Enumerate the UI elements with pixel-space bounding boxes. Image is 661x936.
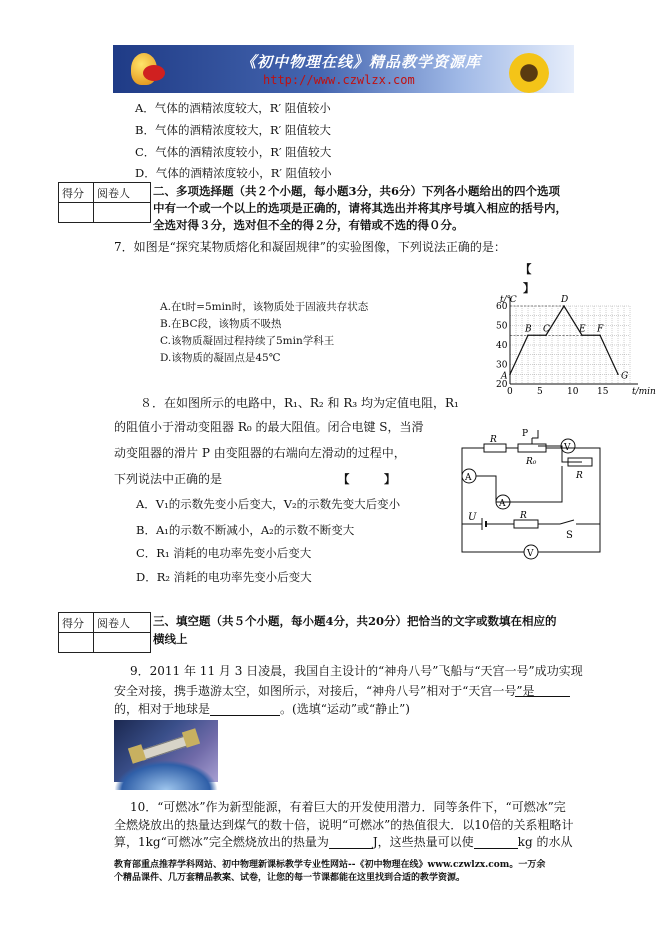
q9-line2: 安全对接，携手遨游太空，如图所示，对接后，“神舟八号”相对于“天宫一号”是 [114,684,535,698]
q6-option-a: A．气体的酒精浓度较大，R′ 阻值较小 [135,101,331,115]
y-axis-label: t/℃ [500,295,517,305]
q8-option-a: A．V₁的示数先变小后变大，V₂的示数先变大后变小 [136,497,401,511]
curve-point-g [617,373,619,375]
wire-mid-right [510,466,562,502]
resistor-r-bottom-label: R [520,511,527,521]
curve-point-label: D [561,295,569,305]
q6-option-d: D．气体的酒精浓度较小，R′ 阻值较小 [135,166,332,180]
curve-point-label: E [579,324,586,335]
q8-stem-line3: 动变阻器的滑片 P 由变阻器的右端向左滑动的过程中， [114,446,406,460]
reviewer-label: 阅卷人 [94,613,151,633]
section3-line1: 三、填空题（共５个小题，每小题4分，共20分）把恰当的文字或数填在相应的 [153,614,557,628]
curve-point-f [599,334,601,336]
q7-option-c: C.该物质凝固过程持续了5min学科王 [160,335,335,347]
wire-top-left [462,448,484,476]
section3-line2: 横线上 [153,632,188,646]
ammeter-left-label: A [465,473,472,483]
x-axis-label: t/min [632,387,656,397]
footer-line1: 教育部重点推荐学科网站、初中物理新课标教学专业性网站--《初中物理在线》www.czwlzx.com。一万余 [114,860,546,870]
score-label: 得分 [59,183,94,203]
reviewer-cell[interactable] [94,633,151,653]
resistor-r-top [484,444,506,452]
section2-line3: 全选对得３分，选对但不全的得２分，有错或不选的得０分。 [153,218,464,232]
q8-bracket: 【 】 [338,472,396,486]
curve-point-label: A [501,371,508,382]
switch-s[interactable] [560,520,574,524]
q7-bracket-left: 【 [520,262,532,276]
reviewer-label: 阅卷人 [94,183,151,203]
footer-line2: 个精品课件、几万套精品教案、试卷，让您的每一节课都能在这里找到合适的教学资源。 [114,873,466,883]
q7-option-b: B.在BC段，该物质不吸热 [160,318,282,330]
q10-blank-2[interactable] [474,836,518,849]
q8-stem-line1: ８．在如图所示的电路中，R₁、R₂ 和 R₃ 均为定值电阻，R₁ [140,396,459,410]
q8-option-c: C．R₁ 消耗的电功率先变小后变大 [136,546,312,560]
q10-line3-part-b: J，这些热量可以使 [372,835,474,849]
curve-point-a [509,373,511,375]
score-label: 得分 [59,613,94,633]
rheostat-r0-label: R₀ [526,457,537,467]
source-u-label: U [468,512,477,523]
y-tick-label: 60 [496,302,508,312]
q10-line3 [114,835,572,849]
x-tick-label: 15 [597,387,609,397]
q7-stem: 7．如图是“探究某物质熔化和凝固规律”的实验图像，下列说法正确的是： [114,240,506,254]
curve-point-b [527,334,529,336]
x-tick-label: 5 [537,387,543,397]
sunflower-icon [509,53,549,93]
resistor-r-top-label: R [490,435,497,445]
reviewer-cell[interactable] [94,203,151,223]
earth-horizon-icon [114,760,218,790]
score-cell[interactable] [59,633,94,653]
curve-point-label: C [543,324,550,335]
curve-point-label: G [621,371,629,382]
wire-mid [476,476,512,502]
q9-line3-part-a: 的，相对于地球是 [114,702,211,716]
q9-line1: 9．2011 年 11 月 3 日凌晨，我国自主设计的“神舟八号”飞船与“天宫一号”成功实现 [130,664,583,678]
section2-line1: 二、多项选择题（共２个小题，每小题3分，共6分）下列各小题给出的四个选项 [153,184,560,198]
q10-line3-part-a: 算，1kg“可燃冰”完全燃烧放出的热量为 [114,835,329,849]
ammeter-mid-label: A [499,499,506,509]
section2-line2: 中有一个或一个以上的选项是正确的，请将其选出并将其序号填入相应的括号内， [153,201,567,215]
q10-line2: 全燃烧放出的热量达到煤气的数十倍，说明“可燃冰”的热值很大．以10倍的关系粗略计 [114,818,574,832]
spacecraft-docking-image [114,720,218,782]
q9-blank-1[interactable] [515,684,570,697]
q9-blank-2[interactable] [210,703,280,716]
y-tick-label: 20 [496,380,508,390]
switch-s-label: S [566,530,573,541]
rheostat-r0 [518,444,546,452]
q7-option-d: D.该物质的凝固点是45℃ [160,352,281,364]
curve-point-d [563,305,565,307]
resistor-r-right-label: R [576,471,583,481]
q9-line3-part-b: 。(选填“运动”或“静止”) [280,702,410,716]
x-tick-label: 0 [507,387,513,397]
q8-option-d: D．R₂ 消耗的电功率先变小后变大 [136,570,312,584]
x-tick-label: 10 [567,387,579,397]
melting-curve-chart [470,292,656,404]
q7-bracket-right: 】 [523,281,535,295]
curve-point-e [581,334,583,336]
q8-stem-line4: 下列说法中正确的是 [114,472,223,486]
score-box-section3 [58,612,151,653]
wire-outer [462,476,600,552]
q9-line3 [114,702,410,716]
q10-line1: 10．“可燃冰”作为新型能源，有着巨大的开发使用潜力．同等条件下，“可燃冰”完 [130,800,566,814]
voltmeter-top-label: V [564,443,571,453]
score-box-section2 [58,182,151,223]
y-tick-label: 40 [496,341,508,351]
banner-url: http://www.czwlzx.com [263,73,415,87]
header-banner [113,45,574,93]
curve-point-label: B [525,324,532,335]
q10-line3-part-c: kg 的水从 [517,835,573,849]
logo-accent-icon [143,65,165,81]
voltmeter-bottom-label: V [527,549,534,559]
q8-option-b: B．A₁的示数不断减小，A₂的示数不断变大 [136,523,355,537]
q6-option-c: C．气体的酒精浓度较小，R′ 阻值较大 [135,145,332,159]
y-tick-label: 30 [496,360,508,371]
curve-point-label: F [597,324,604,335]
q6-option-b: B．气体的酒精浓度较大，R′ 阻值较大 [135,123,331,137]
q8-stem-line2: 的阻值小于滑动变阻器 R₀ 的最大阻值。闭合电键 S，当滑 [114,420,424,434]
y-tick-label: 50 [496,321,508,332]
q10-blank-1[interactable] [329,836,373,849]
resistor-r-bottom [514,520,538,528]
slider-p-label: P [522,429,529,439]
q7-option-a: A.在t时=5min时，该物质处于固液共存状态 [160,301,369,313]
score-cell[interactable] [59,203,94,223]
banner-title: 《初中物理在线》精品教学资源库 [241,53,482,71]
circuit-diagram [452,429,610,559]
curve-point-c [545,334,547,336]
slider-p-lead [532,430,538,438]
